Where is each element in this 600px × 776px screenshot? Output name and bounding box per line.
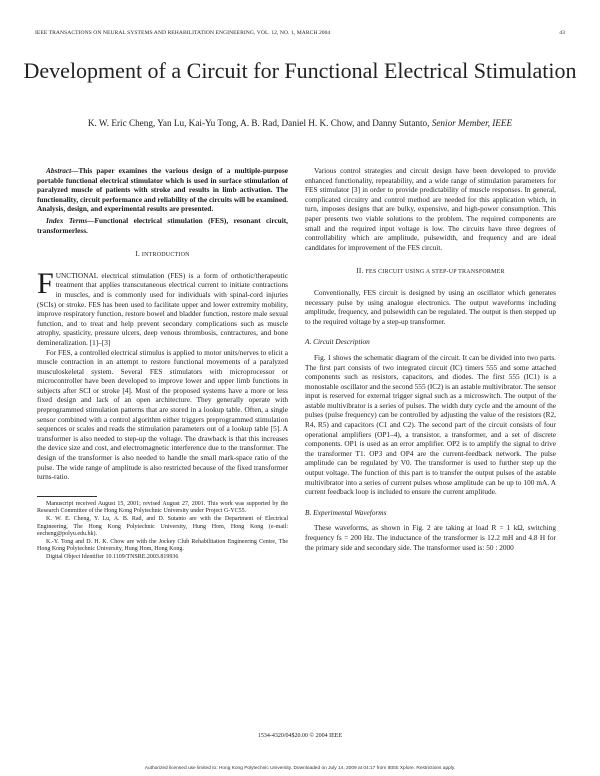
subsection-number: B.	[305, 507, 312, 517]
index-terms	[37, 216, 288, 235]
authors-names: K. W. Eric Cheng, Yan Lu, Kai-Yu Tong, A. B. Rad, Daniel H. K. Chow, and Danny Sutanto,	[87, 118, 430, 128]
left-column	[37, 166, 288, 562]
section-number: I.	[135, 250, 140, 259]
footnote-divider	[37, 496, 97, 497]
drop-cap: F	[37, 266, 54, 300]
footnote-affiliation-1: K. W. E. Cheng, Y. Lu, A. B. Rad, and D. Sutanto are with the Department of Electrical Engineering, The Hong Kong Polytechnic University, Hung Hom, Hong Kong (e-mail: eecheng@polyu.edu.hk).	[37, 516, 288, 538]
right-column	[305, 166, 556, 552]
circuit-description-paragraph: Fig. 1 shows the schematic diagram of the circuit. It can be divided into two parts. The first part consists of two integrated circuit (IC) timers 555 and some attached components such as resistors, capacitors, and diodes. The first 555 (IC1) is a monostable oscillator and the second 555 (IC2) is an astable multivibrator. The sensor input is reserved for external trigger signal such as a microswitch. The output of the astable multivibrator is a series of pulses. The width duty cycle and the amount of the pulses (pulse frequency) can be controlled by adjusting the value of the resistors (R2, R4, R5) and capacitors (C1 and C2). The second part of the circuit consists of four operational amplifiers (OP1–4), a transistor, a transformer, and a set of discrete components. OP1 is used as an error amplifier. OP2 is to amplify the signal to drive the transformer T1. OP3 and OP4 are the current-feedback network. The pulse amplitude can be regulated by V0. The transformer is used to further step up the output voltage. The function of this part is to transfer the output pulses of the astable multivibrator into a series of current pulses whose amplitude can be up to 100 mA. A current feedback loop is included to ensure the current amplitude.	[305, 352, 556, 497]
running-header	[35, 30, 565, 36]
license-notice: Authorized licensed use limited to: Hong Kong Polytechnic University. Downloaded on July 14, 2009 at 04:17 from IEEE Xplore. Restrictions apply.	[144, 766, 456, 771]
footnote-affiliation-2: K.-Y. Tong and D. H. K. Chow are with the Jockey Club Rehabilitation Engineering Centre, The Hong Kong Polytechnic University, Hung Hom, Hong Kong.	[37, 538, 288, 553]
waveforms-paragraph: These waveforms, as shown in Fig. 2 are taking at load R = 1 kΩ, switching frequency fs = 200 Hz. The inductance of the transformer is 12.2 mH and 4.8 H for the primary side and secondary side. The transformer used is: 50 : 2000	[305, 523, 556, 552]
intro-paragraph-1	[37, 266, 288, 348]
author-list	[0, 118, 600, 128]
index-terms-label: Index Terms	[46, 215, 88, 225]
intro-paragraph-2: For FES, a controlled electrical stimulus is applied to motor units/nerves to elicit a muscle contraction in an attempt to restore functional movements of a paralyzed musculoskeletal system. Several FES stimulators with microprocessor or microcontroller have been developed to improve lower and upper limb functions in subjects after SCI or stroke [4]. Most of the proposed systems have a more or less fixed design and lack of an open architecture. They generally operate with preprogrammed stimulation patterns that are stored in a lookup table. Often, a single sensor combined with a control algorithm either triggers preprogrammed stimulation sequences or scales and reads the stimulation parameters out of a lookup table [5]. A transformer is also needed to step-up the voltage. The drawback is that this increases the device size and cost, and electromagnetic interference due to the transformer. The design of the transformer is also needed to handle the small mark-space ratio of the pulse. The wide range of amplitude is also restricted because of the fixed transformer turns-ratio.	[37, 347, 288, 482]
right-paragraph-1: Various control strategies and circuit design have been developed to provide enhanced functionality, repeatability, and a wide range of stimulation parameters for FES stimulator [3] in order to provide predictability of muscle responses. In general, complicated circuitry and control method are needed for this application which, in turn, imposes designs that are bulky, expensive, and high-power consumption. This paper presents two viable solutions to the problem. The required components are small and the required input voltage is low. The circuits have three degrees of controllability which are amplitude, pulsewidth, and frequency and are ideal candidates for improvement of the FES circuit.	[305, 166, 556, 252]
page-number: 43	[559, 30, 565, 36]
paper-title: Development of a Circuit for Functional Electrical Stimulation	[23, 58, 577, 83]
subsection-title: Circuit Description	[313, 337, 370, 347]
journal-name: IEEE TRANSACTIONS ON NEURAL SYSTEMS AND REHABILITATION ENGINEERING, VOL. 12, NO. 1, MARCH 2004	[35, 30, 331, 36]
section-heading-intro	[37, 250, 288, 261]
footnote-manuscript: Manuscript received August 15, 2001; revised August 27, 2001. This work was supported by the Research Committee of the Hong Kong Polytechnic University under Project G-YC55.	[37, 500, 288, 515]
copyright-line: 1534-4320/04$20.00 © 2004 IEEE	[257, 733, 343, 739]
abstract-label: Abstract	[46, 166, 72, 175]
section-heading-fes	[305, 267, 556, 278]
section-number: II.	[356, 267, 364, 276]
footnote-doi: Digital Object Identifier 10.1109/TNSRE.2003.819936	[46, 553, 179, 560]
subsection-number: A.	[305, 337, 312, 347]
section-title: FES CIRCUIT USING A STEP-UP TRANSFORMER	[365, 269, 505, 276]
subsection-heading-waveforms	[305, 508, 556, 518]
abstract	[37, 166, 288, 214]
section-title: INTRODUCTION	[141, 252, 190, 259]
abstract-text: —This paper examines the various design of a multiple-purpose portable functional electrical stimulator which is used in surface stimulation of paralyzed muscle of patients with stroke and results in limb activation. The functionality, circuit performance and reliability of the circuits will be examined. Analysis, design, and experimental results are presented.	[37, 166, 288, 214]
authors-membership: Senior Member, IEEE	[431, 118, 513, 128]
fes-paragraph: Conventionally, FES circuit is designed by using an oscillator which generates necessary pulse by using analogue electronics. The output waveforms including amplitude, frequency, and pulsewidth can be regulated. The output is then stepped up to the required voltage by a step-up transformer.	[305, 287, 556, 326]
footnotes	[37, 501, 288, 562]
intro-p1-text: UNCTIONAL electrical stimulation (FES) is a form of orthotic/therapeutic treatment that applies transcutaneous electrical current to initiate contractions in muscles, and is commonly used for individuals with spinal-cord injuries (SCIs) or stroke. FES has been used to facilitate upper and lower extremity mobility, improve respiratory function, restore bowel and bladder function, restore male sexual function, and to treat and help prevent secondary complications such as muscle atrophy, spasticity, pressure ulcers, deep venous thrombosis, contractures, and bone demineralization. [1]–[3]	[37, 270, 288, 347]
index-terms-text: —Functional electrical stimulation (FES), resonant circuit, transformerless.	[37, 215, 289, 235]
subsection-title: Experimental Waveforms	[313, 507, 387, 517]
subsection-heading-circuit	[305, 337, 556, 347]
